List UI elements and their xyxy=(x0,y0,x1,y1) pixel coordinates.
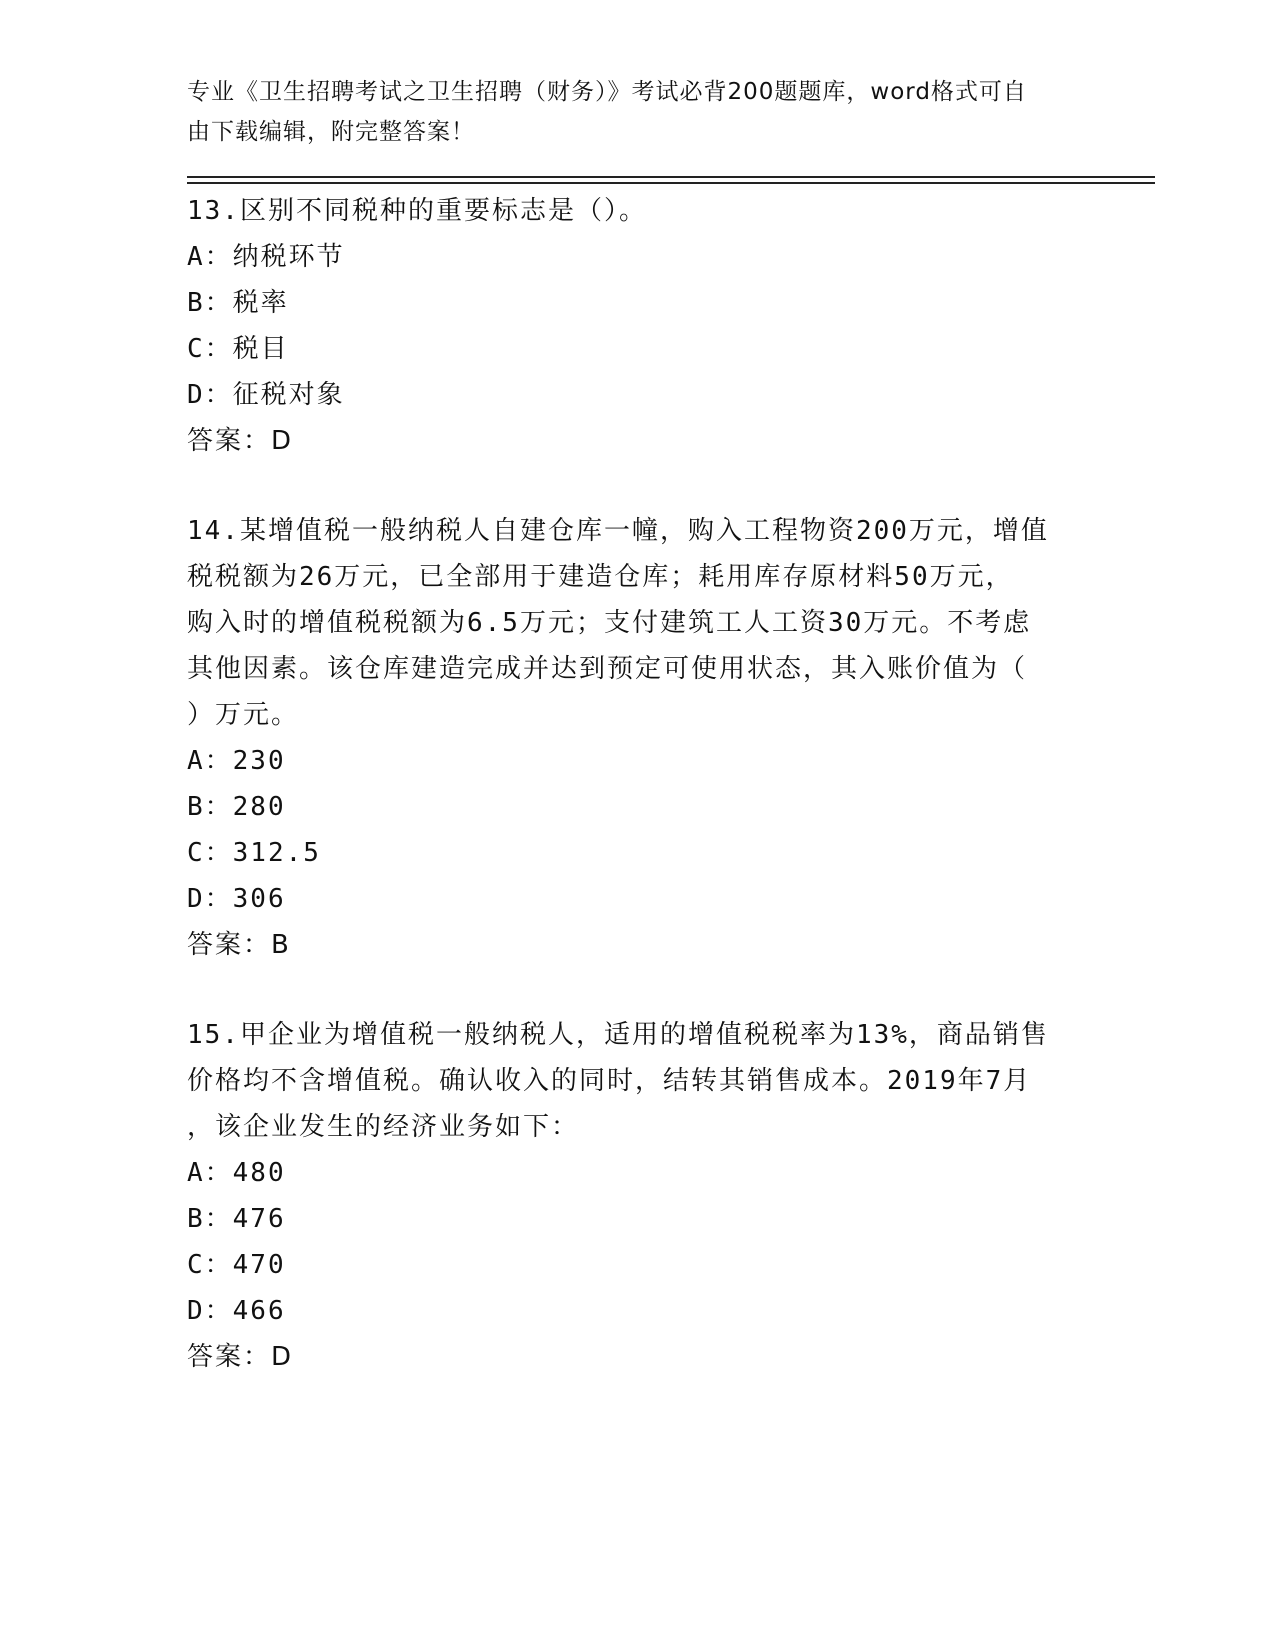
document-header xyxy=(187,72,1087,152)
option-b: B：280 xyxy=(187,792,286,822)
option-a: A：230 xyxy=(187,746,286,776)
option-c: C：税目 xyxy=(187,334,289,364)
header-line-1: 专业《卫生招聘考试之卫生招聘（财务）》考试必背200题题库，word格式可自 xyxy=(187,79,1027,105)
spacer xyxy=(187,464,1087,508)
question-text: 其他因素。该仓库建造完成并达到预定可使用状态，其入账价值为（ xyxy=(187,654,1028,684)
option-d: D：466 xyxy=(187,1296,286,1326)
header-line-2: 由下载编辑，附完整答案！ xyxy=(187,119,475,145)
question-text: ）万元。 xyxy=(187,700,300,730)
question-text: 购入时的增值税税额为6.5万元；支付建筑工人工资30万元。不考虑 xyxy=(187,608,1032,638)
question-text: 15.甲企业为增值税一般纳税人，适用的增值税税率为13%，商品销售 xyxy=(187,1020,1049,1050)
question-14 xyxy=(187,508,1087,968)
option-b: B：476 xyxy=(187,1204,286,1234)
question-15 xyxy=(187,1012,1087,1380)
question-text: 税税额为26万元，已全部用于建造仓库；耗用库存原材料50万元， xyxy=(187,562,1014,592)
question-list xyxy=(187,188,1087,1380)
answer: 答案：D xyxy=(187,426,294,456)
option-d: D：306 xyxy=(187,884,286,914)
question-13 xyxy=(187,188,1087,464)
option-c: C：312.5 xyxy=(187,838,321,868)
option-b: B：税率 xyxy=(187,288,289,318)
spacer xyxy=(187,968,1087,1012)
option-c: C：470 xyxy=(187,1250,286,1280)
question-text: 14.某增值税一般纳税人自建仓库一幢，购入工程物资200万元，增值 xyxy=(187,516,1049,546)
header-divider-bottom xyxy=(187,182,1155,184)
option-a: A：480 xyxy=(187,1158,286,1188)
option-d: D：征税对象 xyxy=(187,380,345,410)
header-divider-top xyxy=(187,176,1155,178)
answer: 答案：B xyxy=(187,930,291,960)
answer: 答案：D xyxy=(187,1342,294,1372)
question-text: 13.区别不同税种的重要标志是（）。 xyxy=(187,196,647,226)
option-a: A：纳税环节 xyxy=(187,242,345,272)
question-text: 价格均不含增值税。确认收入的同时，结转其销售成本。2019年7月 xyxy=(187,1066,1032,1096)
question-text: ，该企业发生的经济业务如下： xyxy=(187,1112,580,1142)
